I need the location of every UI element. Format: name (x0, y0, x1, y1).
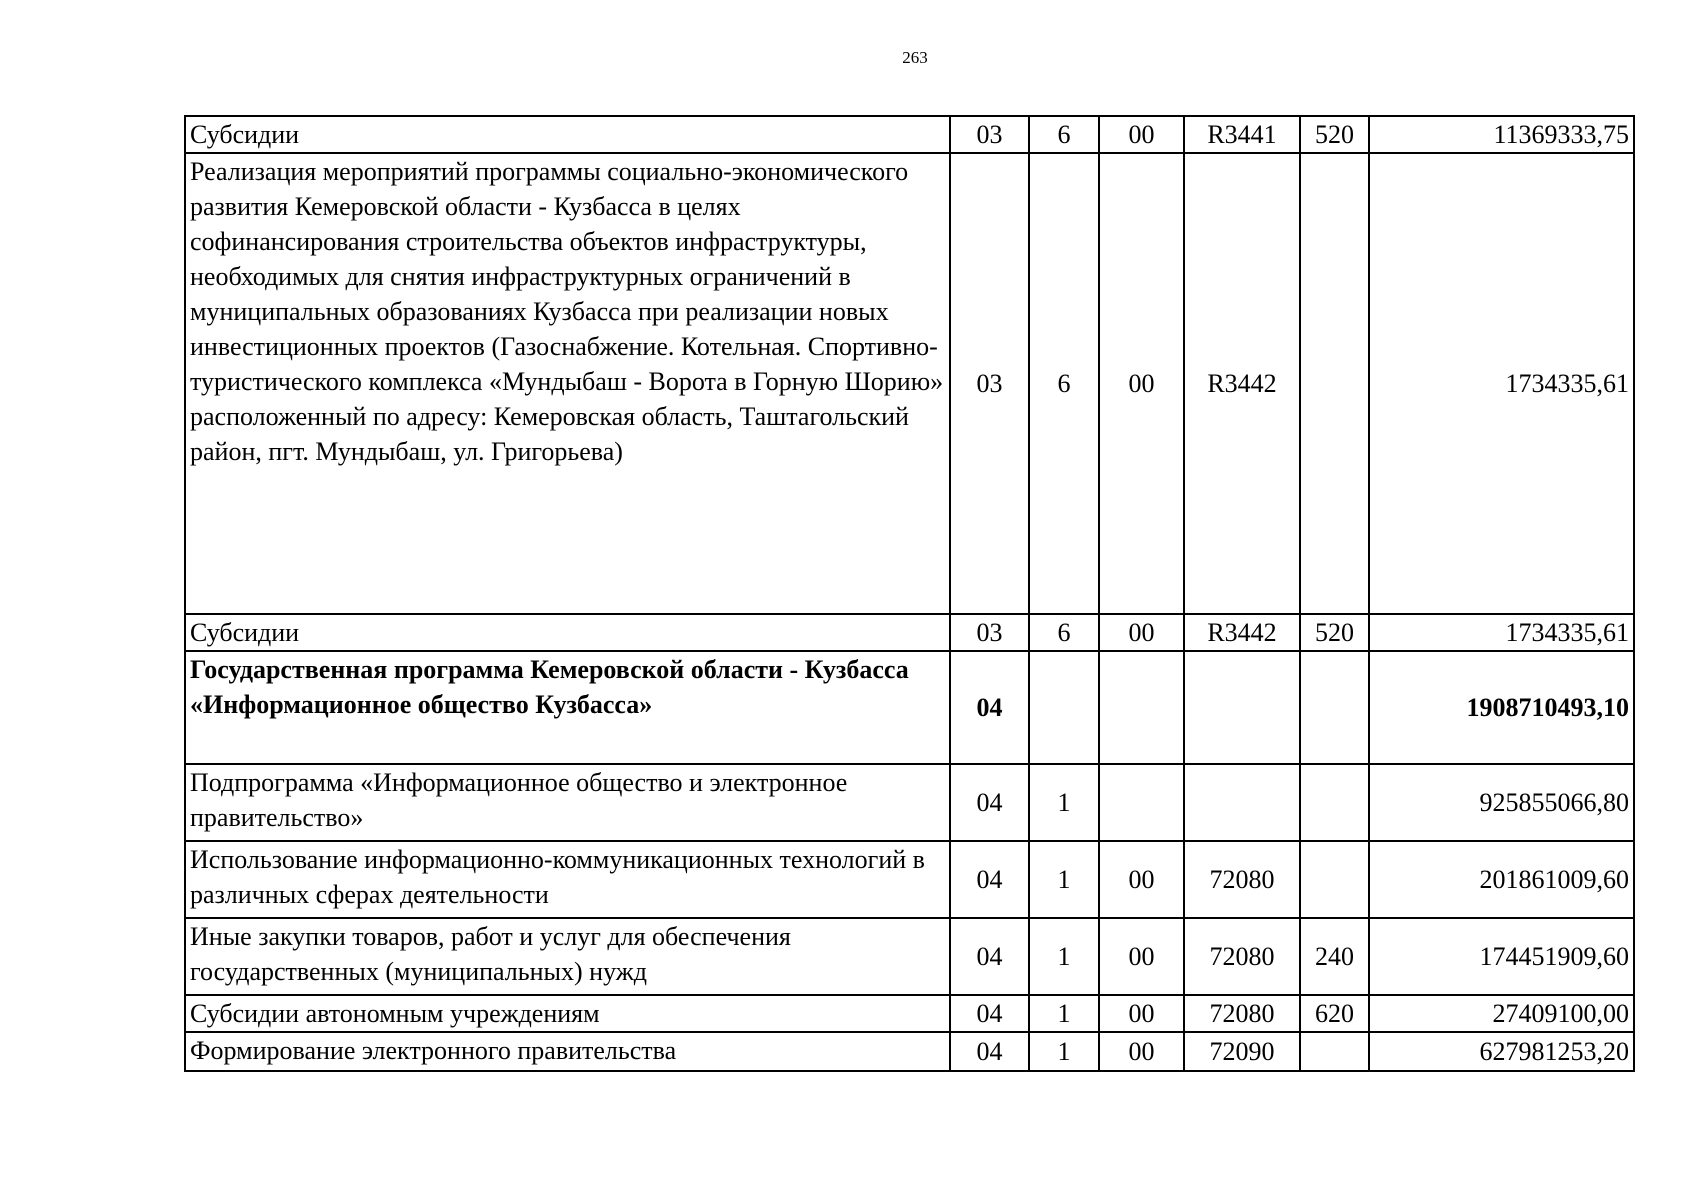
row-code-1: 04 (950, 651, 1029, 764)
row-code-2: 1 (1029, 995, 1099, 1032)
row-code-1: 04 (950, 918, 1029, 995)
row-code-5 (1300, 764, 1369, 841)
row-code-4: 72080 (1184, 918, 1300, 995)
row-amount: 1734335,61 (1369, 153, 1634, 614)
row-code-3: 00 (1099, 153, 1184, 614)
row-code-3 (1099, 764, 1184, 841)
row-code-3: 00 (1099, 995, 1184, 1032)
row-amount: 1734335,61 (1369, 614, 1634, 651)
table-row (185, 918, 1634, 995)
table-row (185, 1032, 1634, 1071)
row-code-4: 72090 (1184, 1032, 1300, 1071)
row-amount: 925855066,80 (1369, 764, 1634, 841)
row-code-2: 6 (1029, 153, 1099, 614)
row-name: Реализация мероприятий программы социально-экономического развития Кемеровской области - Кузбасса в целях софинансирования строительства объектов инфраструктуры, необходимых для снятия инфраструктурных ограничений в муниципальных образованиях Кузбасса при реализации новых инвестиционных проектов (Газоснабжение. Котельная. Спортивно-туристического комплекса «Мундыбаш - Ворота в Горную Шорию» расположенный по адресу: Кемеровская область, Таштагольский район, пгт. Мундыбаш, ул. Григорьева) (185, 153, 950, 614)
row-code-5 (1300, 153, 1369, 614)
row-name: Субсидии (185, 614, 950, 651)
budget-table (184, 115, 1635, 1072)
table-row (185, 995, 1634, 1032)
table-row (185, 651, 1634, 764)
row-code-3: 00 (1099, 841, 1184, 918)
row-name: Субсидии автономным учреждениям (185, 995, 950, 1032)
row-code-2: 1 (1029, 764, 1099, 841)
row-code-2: 1 (1029, 1032, 1099, 1071)
row-name: Использование информационно-коммуникационных технологий в различных сферах деятельности (185, 841, 950, 918)
row-code-5: 520 (1300, 614, 1369, 651)
row-code-2: 6 (1029, 116, 1099, 153)
row-code-1: 03 (950, 153, 1029, 614)
row-code-1: 04 (950, 995, 1029, 1032)
table-row (185, 764, 1634, 841)
table-row (185, 841, 1634, 918)
row-code-5: 240 (1300, 918, 1369, 995)
row-amount: 11369333,75 (1369, 116, 1634, 153)
row-code-2: 1 (1029, 841, 1099, 918)
row-amount: 627981253,20 (1369, 1032, 1634, 1071)
row-code-1: 04 (950, 1032, 1029, 1071)
row-code-4 (1184, 764, 1300, 841)
row-code-5: 620 (1300, 995, 1369, 1032)
row-code-1: 04 (950, 764, 1029, 841)
table-row (185, 614, 1634, 651)
page-number: 263 (902, 48, 928, 67)
row-code-5 (1300, 651, 1369, 764)
row-code-4: R3442 (1184, 153, 1300, 614)
row-code-1: 03 (950, 116, 1029, 153)
row-code-3: 00 (1099, 116, 1184, 153)
row-code-3: 00 (1099, 614, 1184, 651)
row-code-2 (1029, 651, 1099, 764)
row-amount: 27409100,00 (1369, 995, 1634, 1032)
row-code-4 (1184, 651, 1300, 764)
row-code-1: 03 (950, 614, 1029, 651)
row-name: Формирование электронного правительства (185, 1032, 950, 1071)
row-code-1: 04 (950, 841, 1029, 918)
row-code-2: 1 (1029, 918, 1099, 995)
row-amount: 201861009,60 (1369, 841, 1634, 918)
row-code-4: 72080 (1184, 841, 1300, 918)
row-name: Подпрограмма «Информационное общество и электронное правительство» (185, 764, 950, 841)
row-code-2: 6 (1029, 614, 1099, 651)
row-code-4: R3442 (1184, 614, 1300, 651)
row-code-5 (1300, 1032, 1369, 1071)
row-amount: 174451909,60 (1369, 918, 1634, 995)
table-row (185, 116, 1634, 153)
row-code-5: 520 (1300, 116, 1369, 153)
table-row (185, 153, 1634, 614)
row-code-3: 00 (1099, 1032, 1184, 1071)
row-code-3 (1099, 651, 1184, 764)
row-code-4: R3441 (1184, 116, 1300, 153)
row-code-5 (1300, 841, 1369, 918)
row-name: Государственная программа Кемеровской области - Кузбасса «Информационное общество Кузбасса» (185, 651, 950, 764)
row-amount: 1908710493,10 (1369, 651, 1634, 764)
row-name: Субсидии (185, 116, 950, 153)
row-code-4: 72080 (1184, 995, 1300, 1032)
row-code-3: 00 (1099, 918, 1184, 995)
row-name: Иные закупки товаров, работ и услуг для обеспечения государственных (муниципальных) нужд (185, 918, 950, 995)
